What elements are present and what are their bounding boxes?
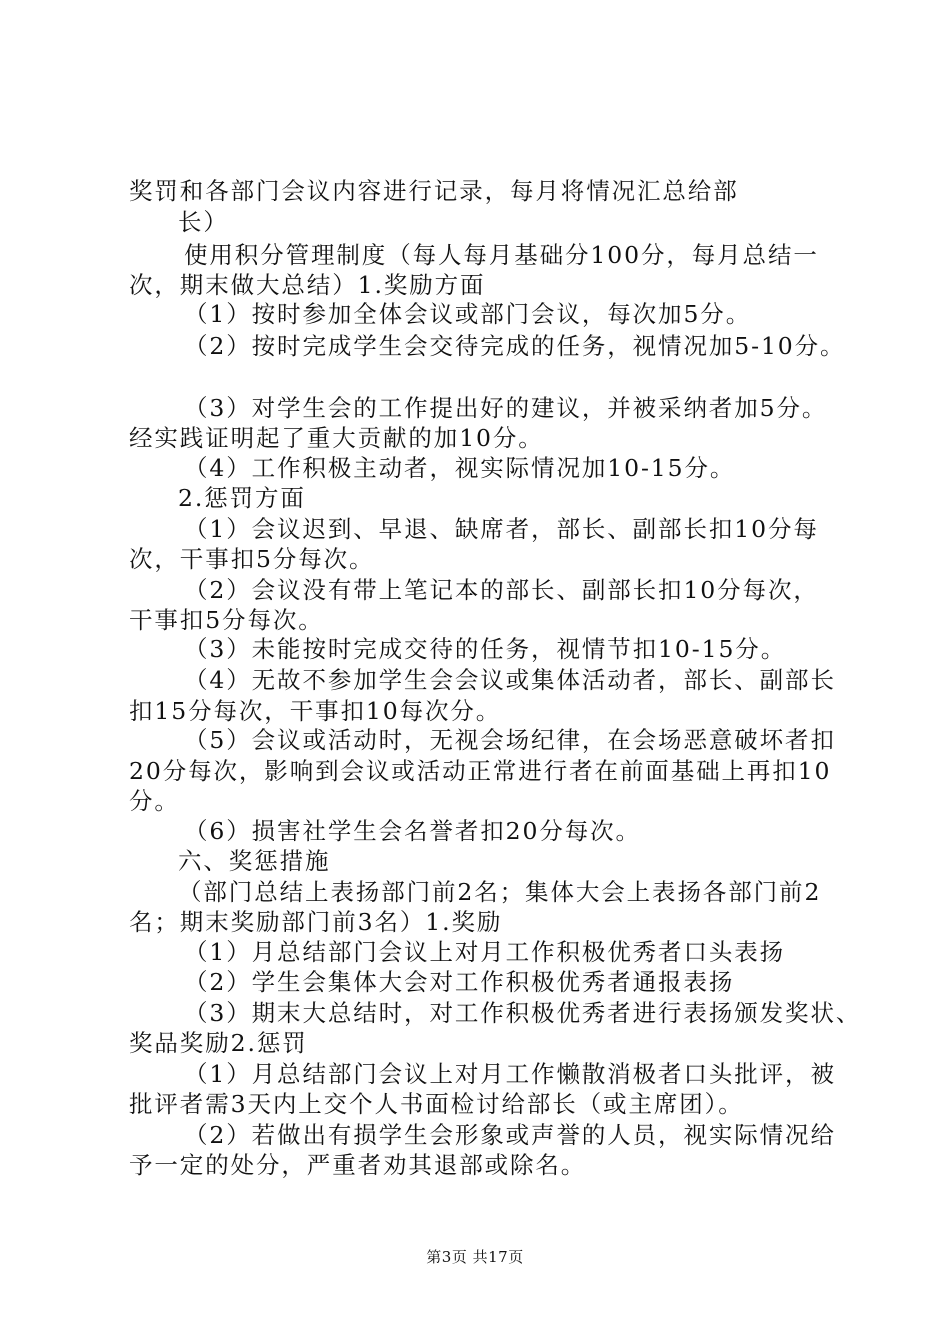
text-line: 次，干事扣5分每次。 bbox=[129, 545, 375, 573]
text-line: 分。 bbox=[129, 787, 180, 815]
text-line: （1）月总结部门会议上对月工作懒散消极者口头批评，被 bbox=[184, 1060, 836, 1088]
text-line: （1）会议迟到、早退、缺席者，部长、副部长扣10分每 bbox=[184, 515, 819, 543]
text-line: （3）期末大总结时，对工作积极优秀者进行表扬颁发奖状、 bbox=[184, 999, 862, 1027]
text-line: （3）对学生会的工作提出好的建议，并被采纳者加5分。 bbox=[184, 394, 828, 422]
text-line: 次，期末做大总结）1.奖励方面 bbox=[129, 271, 486, 299]
text-line: （部门总结上表扬部门前2名；集体大会上表扬各部门前2 bbox=[178, 878, 822, 906]
text-line: 名；期末奖励部门前3名）1.奖励 bbox=[129, 908, 503, 936]
text-line: 长） bbox=[178, 208, 229, 236]
text-line: 20分每次，影响到会议或活动正常进行者在前面基础上再扣10 bbox=[129, 757, 832, 785]
text-line: （1）按时参加全体会议或部门会议，每次加5分。 bbox=[184, 300, 752, 328]
text-line: 奖罚和各部门会议内容进行记录，每月将情况汇总给部 bbox=[129, 177, 739, 205]
text-line: 奖品奖励2.惩罚 bbox=[129, 1029, 308, 1057]
text-line: （3）未能按时完成交待的任务，视情节扣10-15分。 bbox=[184, 635, 787, 663]
text-line: 批评者需3天内上交个人书面检讨给部长（或主席团）。 bbox=[129, 1090, 744, 1118]
text-line: （4）无故不参加学生会会议或集体活动者，部长、副部长 bbox=[184, 666, 836, 694]
text-line: 2.惩罚方面 bbox=[178, 484, 306, 512]
text-line: 予一定的处分，严重者劝其退部或除名。 bbox=[129, 1151, 587, 1179]
text-line: 六、奖惩措施 bbox=[178, 847, 331, 875]
text-line: 经实践证明起了重大贡献的加10分。 bbox=[129, 424, 544, 452]
text-line: （2）学生会集体大会对工作积极优秀者通报表扬 bbox=[184, 968, 735, 996]
text-line: （5）会议或活动时，无视会场纪律，在会场恶意破坏者扣 bbox=[184, 726, 836, 754]
page-number: 第3页 共17页 bbox=[426, 1248, 524, 1266]
text-line: 干事扣5分每次。 bbox=[129, 606, 324, 634]
text-line: （2）会议没有带上笔记本的部长、副部长扣10分每次， bbox=[184, 576, 819, 604]
text-line: （1）月总结部门会议上对月工作积极优秀者口头表扬 bbox=[184, 938, 786, 966]
text-line: （2）按时完成学生会交待完成的任务，视情况加5-10分。 bbox=[184, 332, 846, 360]
text-line: （6）损害社学生会名誉者扣20分每次。 bbox=[184, 817, 641, 845]
text-line: 使用积分管理制度（每人每月基础分100分，每月总结一 bbox=[184, 241, 819, 269]
text-line: 扣15分每次，干事扣10每次分。 bbox=[129, 697, 502, 725]
text-line: （4）工作积极主动者，视实际情况加10-15分。 bbox=[184, 454, 736, 482]
text-line: （2）若做出有损学生会形象或声誉的人员，视实际情况给 bbox=[184, 1121, 836, 1149]
